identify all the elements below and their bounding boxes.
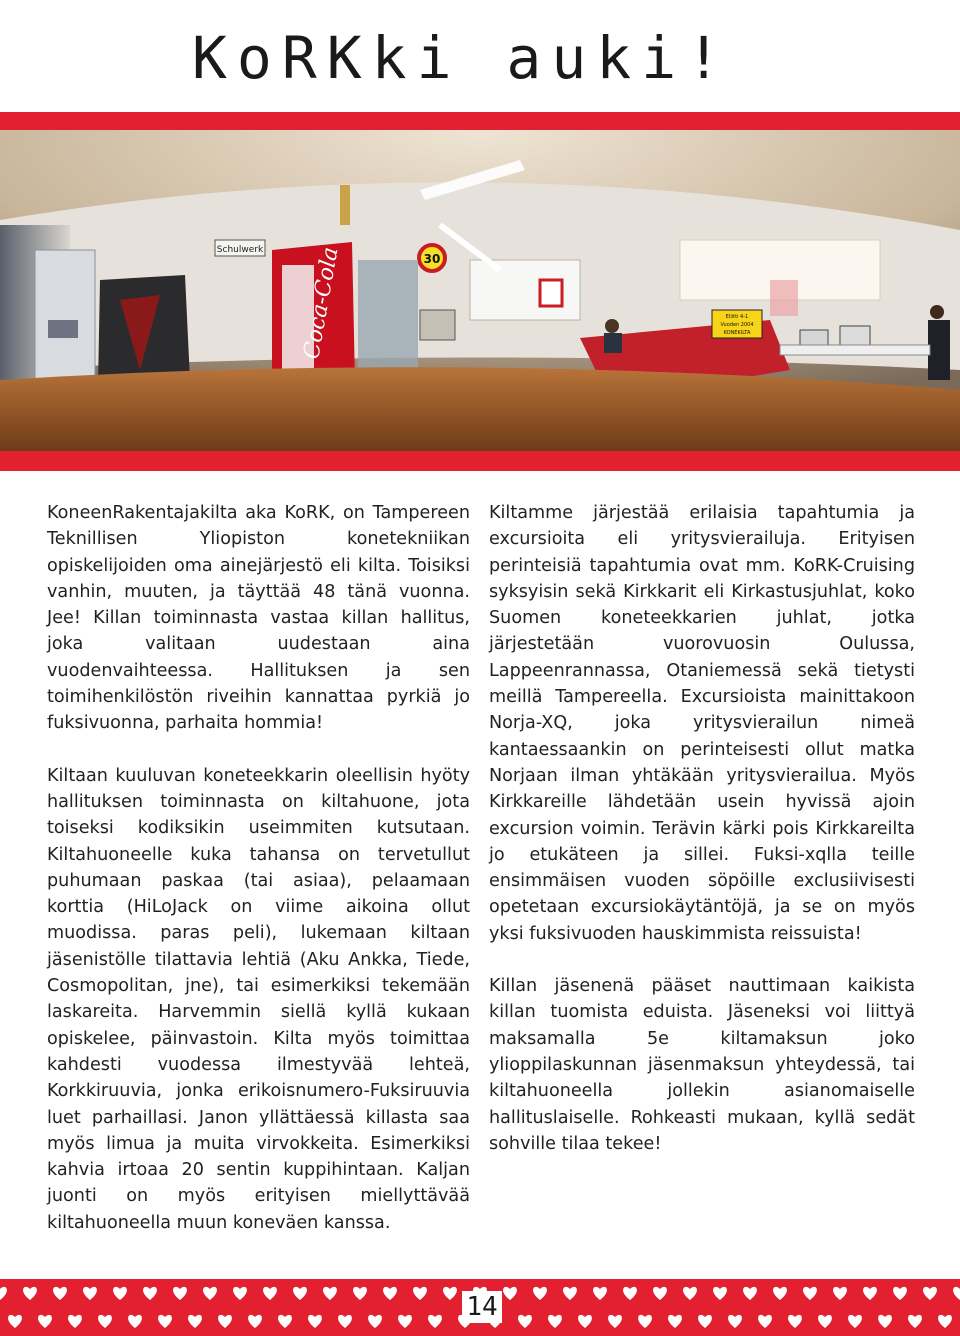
- wall-sign-line-2: Vuoden 2004: [720, 322, 754, 328]
- page-number: 14: [462, 1291, 502, 1323]
- left-text-column: [47, 500, 470, 1236]
- speed-sign: 30: [423, 252, 441, 266]
- page-title: KoRKki auki!: [192, 24, 732, 92]
- door-sign: Schulwerk: [216, 245, 264, 255]
- right-text-column: [489, 500, 915, 1157]
- right-paragraph-2: Killan jäsenenä pääset nauttimaan kaikista killan tuomista eduista. Jäseneksi voi liittyä maksamalla 5e kiltamaksun joko ylioppilaskunnan jäsenmaksun yhteydessä, tai kiltahuoneella jollekin asianomaiselle hallituslaiselle. Rohkeasti mukaan, kyllä sedät sohville tilaa tekee!: [489, 976, 915, 1154]
- left-paragraph-2: Kiltaan kuuluvan koneteekkarin oleellisin hyöty hallituksen toiminnasta on kiltahuone, jota toiseksi kodiksikin useimmiten kutsutaan. Kiltahuoneelle kuka tahansa on tervetullut puhumaan paskaa (tai asiaa), pelaamaan korttia (HiLoJack on viime aikoina ollut muodissa. paras peli), lukemaan kiltaan jäsenistölle tilattavia lehtiä (Aku Ankka, Tiede, Cosmopolitan, jne), tai esimerkiksi tekemään laskareita. Harvemmin siellä kyllä kukaan opiskelee, päinvastoin. Kilta myös toimittaa kahdesti vuodessa ilmestyvää lehteä, Korkkiruuvia, jonka erikoisnumero-Fuksiruuvia luet parhaillasi. Janon yllättäessä killasta saa myös limua ja muita virvokkeita. Esimerkiksi kahvia irtoaa 20 sentin kuppihintaan. Kaljan juonti on myös erityisen miellyttävää kiltahuoneella muun koneväen kanssa.: [47, 765, 470, 1233]
- red-divider-top: [0, 112, 960, 130]
- vending-brand: Coca-Cola: [299, 245, 344, 362]
- right-paragraph-1: Kiltamme järjestää erilaisia tapahtumia ja excursioita eli yritysvierailuja. Erityisen perinteisiä tapahtumia ovat mm. KoRK-Cruising syksyisin sekä Kirkkarit eli Kirkastusjuhlat, koko Suomen koneteekkarien juhlat, jotka järjestetään vuorovuosin Oulussa, Lappeenrannassa, Otaniemessä sekä tietysti meillä Tampereella. Excursioista mainittakoon Norja-XQ, joka yritysvierailun nimeä kantaessaankin on perinteisesti ollut matka Norjaan ilman yhtäkään yritysvierailua. Myös Kirkkareille lähdetään usein hyvissä ajoin excursion voimin. Terävin kärki pois Kirkkareilta jo etukäteen ja sillei. Fuksi-xqlla teille ensimmäisen vuoden söpöille exclusiivisesti opetetaan excursiokäytäntöjä, ja se on myös yksi fuksivuoden hauskimmista reissuista!: [489, 503, 915, 944]
- kiltahuone-panorama-photo: [0, 130, 960, 451]
- title-band: [0, 0, 960, 112]
- red-divider-bottom: [0, 451, 960, 471]
- left-paragraph-1: KoneenRakentajakilta aka KoRK, on Tampereen Teknillisen Yliopiston konetekniikan opiskelijoiden oma ainejärjestö eli kilta. Toisiksi vanhin, muuten, ja täyttää 48 tänä vuonna. Jee! Killan toiminnasta vastaa killan hallitus, joka valitaan uudestaan aina vuodenvaihteessa. Hallituksen ja sen toimihenkilöstön riveihin kannattaa pyrkiä jo fuksivuonna, parhaita hommia!: [47, 503, 470, 734]
- wall-sign-line-3: KONEKILTA: [723, 330, 751, 336]
- wall-sign-line-1: Eliitti 4-1: [725, 314, 749, 320]
